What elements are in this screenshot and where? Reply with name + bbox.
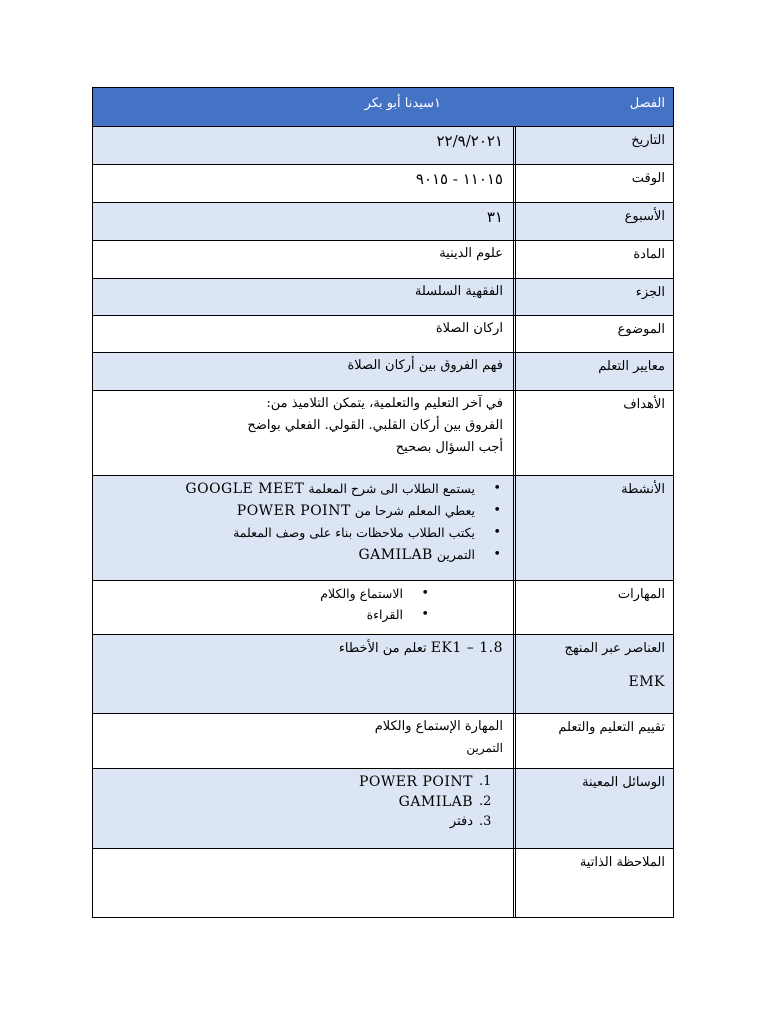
cross-text: تعلم من الأخطاء bbox=[338, 641, 427, 656]
goals-label: الأهداف bbox=[513, 391, 673, 475]
subject-value: علوم الدينية bbox=[439, 246, 503, 261]
assessment-label: تقييم التعليم والتعلم bbox=[513, 714, 673, 768]
week-label: الأسبوع bbox=[513, 203, 673, 240]
subject-label: المادة bbox=[513, 241, 673, 278]
row-aids bbox=[93, 769, 673, 849]
aid-item: 3. دفتر bbox=[449, 814, 492, 829]
activity-item: • يكتب الطلاب ملاحظات بناء على وصف المعلمة bbox=[103, 525, 475, 541]
skill-item: • الاستماع والكلام bbox=[103, 586, 403, 601]
cross-extra: EMK bbox=[628, 674, 665, 690]
week-value: ٣١ bbox=[486, 208, 503, 226]
row-skills bbox=[93, 581, 673, 635]
goal-line: في آخر التعليم والتعلمية، يتمكن التلاميذ من: bbox=[266, 396, 503, 411]
assessment-value bbox=[93, 714, 513, 768]
aids-label: الوسائل المعينة bbox=[513, 769, 673, 848]
goal-line: أجب السؤال بصحيح bbox=[395, 440, 503, 455]
activities-label: الأنشطة bbox=[513, 476, 673, 580]
cross-label: العناصر عبر المنهج EMK bbox=[513, 635, 673, 713]
row-reflection bbox=[93, 849, 673, 917]
reflection-label: الملاحظة الذاتية bbox=[513, 849, 673, 917]
row-subject bbox=[93, 241, 673, 279]
time-value: ١١٠١٥ - ٩٠١٥ bbox=[415, 170, 503, 188]
activity-item: • يعطي المعلم شرحا من POWER POINT bbox=[103, 503, 475, 519]
part-value: الفقهية السلسلة bbox=[414, 284, 503, 299]
assessment-line: المهارة الإستماع والكلام bbox=[374, 719, 503, 734]
class-value: ١سيدنا أبو بكر bbox=[364, 96, 441, 111]
reflection-value bbox=[93, 849, 513, 917]
activity-item: • التمرين GAMILAB bbox=[103, 547, 475, 563]
aids-value bbox=[93, 769, 513, 848]
row-activities bbox=[93, 476, 673, 581]
topic-value: اركان الصلاة bbox=[435, 321, 503, 336]
row-date bbox=[93, 127, 673, 165]
time-label: الوقت bbox=[513, 165, 673, 202]
goals-value bbox=[93, 391, 513, 475]
lesson-plan-table bbox=[92, 87, 674, 918]
part-label: الجزء bbox=[513, 279, 673, 315]
criteria-label: معايير التعلم bbox=[513, 353, 673, 390]
goal-line: الفروق بين أركان القلبي. القولي. الفعلي بواضح bbox=[247, 418, 503, 433]
row-part bbox=[93, 279, 673, 316]
topic-label: الموضوع bbox=[513, 316, 673, 352]
skill-item: • القراءة bbox=[103, 607, 403, 622]
row-topic bbox=[93, 316, 673, 353]
date-label: التاريخ bbox=[513, 127, 673, 164]
row-criteria bbox=[93, 353, 673, 391]
cross-code: EK1 – 1.8 bbox=[430, 640, 503, 656]
row-cross-curriculum bbox=[93, 635, 673, 714]
class-label: الفصل bbox=[629, 96, 665, 111]
cross-value bbox=[93, 635, 513, 713]
assessment-line: التمرين bbox=[466, 741, 503, 755]
activity-item: • يستمع الطلاب الى شرح المعلمة GOOGLE MEET bbox=[103, 481, 475, 497]
row-assessment bbox=[93, 714, 673, 769]
row-goals bbox=[93, 391, 673, 476]
activities-value bbox=[93, 476, 513, 580]
row-class bbox=[93, 88, 673, 127]
date-value: ٢٢/٩/٢٠٢١ bbox=[436, 132, 503, 150]
skills-value bbox=[93, 581, 513, 634]
criteria-value: فهم الفروق بين أركان الصلاة bbox=[347, 358, 503, 373]
aid-item: 1. POWER POINT bbox=[358, 774, 492, 790]
row-week bbox=[93, 203, 673, 241]
skills-label: المهارات bbox=[513, 581, 673, 634]
aid-item: 2. GAMILAB bbox=[398, 794, 492, 810]
row-time bbox=[93, 165, 673, 203]
